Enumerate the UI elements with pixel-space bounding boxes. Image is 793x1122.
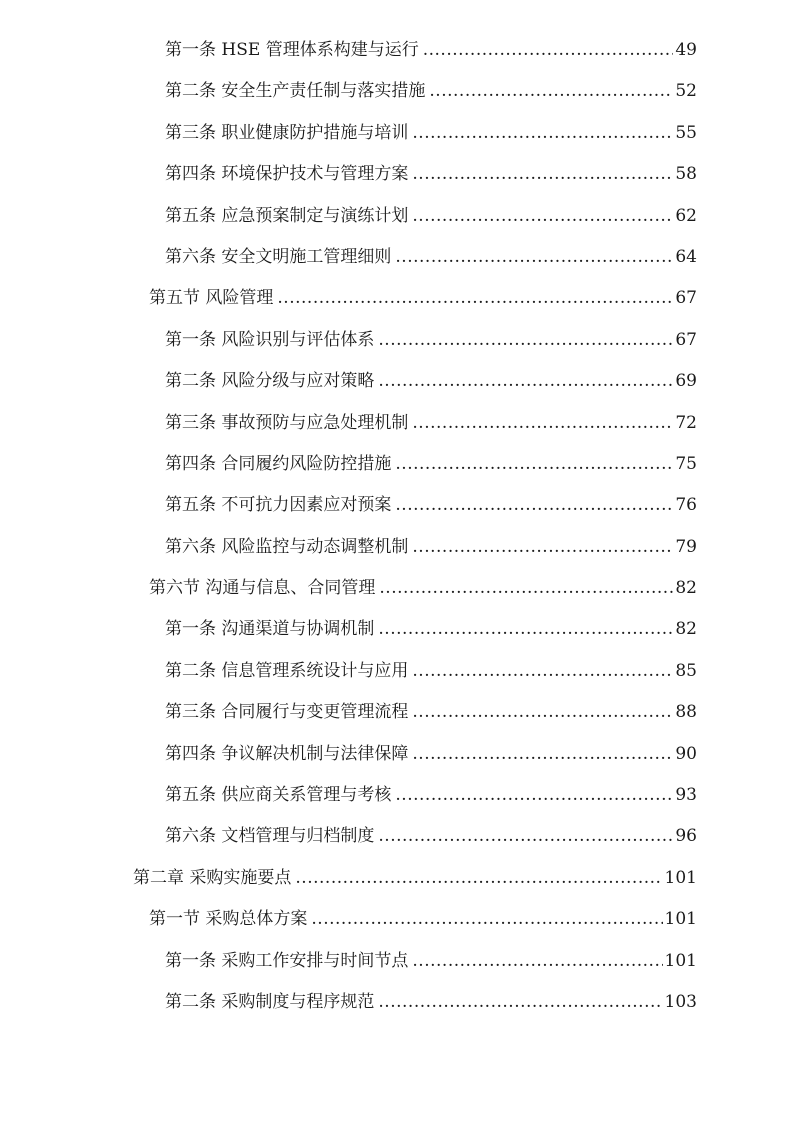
toc-dot-leader <box>412 692 673 733</box>
toc-entry-title: 第五条 不可抗力因素应对预案 <box>165 495 392 516</box>
toc-dot-leader <box>311 899 662 940</box>
toc-entry-page-number: 62 <box>675 205 697 226</box>
toc-dot-leader <box>423 30 674 71</box>
toc-dot-leader <box>412 196 673 237</box>
toc-entry-title: 第四条 争议解决机制与法律保障 <box>165 743 409 764</box>
toc-entry-title: 第一条 风险识别与评估体系 <box>165 329 375 350</box>
toc-dot-leader <box>379 568 673 609</box>
toc-entry-page-number: 85 <box>675 660 697 681</box>
toc-entry-title: 第五节 风险管理 <box>149 288 274 309</box>
toc-entry[interactable] <box>0 113 793 154</box>
toc-entry[interactable] <box>0 30 793 71</box>
toc-entry-page-number: 96 <box>675 826 697 847</box>
toc-entry[interactable] <box>0 609 793 650</box>
toc-dot-leader <box>412 527 673 568</box>
toc-entry-title: 第六条 安全文明施工管理细则 <box>165 246 392 267</box>
toc-entry[interactable] <box>0 71 793 112</box>
toc-dot-leader <box>412 113 673 154</box>
toc-entry[interactable] <box>0 237 793 278</box>
toc-entry-title: 第一条 采购工作安排与时间节点 <box>165 950 409 971</box>
toc-entry-page-number: 55 <box>675 122 697 143</box>
toc-dot-leader <box>395 485 673 526</box>
toc-entry-page-number: 76 <box>675 495 697 516</box>
toc-entry[interactable] <box>0 485 793 526</box>
toc-dot-leader <box>395 444 673 485</box>
toc-entry-title: 第五条 应急预案制定与演练计划 <box>165 205 409 226</box>
toc-dot-leader <box>412 941 662 982</box>
toc-dot-leader <box>378 361 673 402</box>
toc-entry-title: 第二条 采购制度与程序规范 <box>165 991 375 1012</box>
toc-entry-title: 第三条 事故预防与应急处理机制 <box>165 412 409 433</box>
toc-dot-leader <box>378 320 673 361</box>
toc-dot-leader <box>295 858 662 899</box>
toc-entry-page-number: 72 <box>675 412 697 433</box>
toc-dot-leader <box>429 71 673 112</box>
toc-entry-page-number: 88 <box>675 702 697 723</box>
toc-entry-page-number: 67 <box>675 329 697 350</box>
toc-dot-leader <box>412 651 673 692</box>
toc-entry[interactable] <box>0 858 793 899</box>
toc-entry[interactable] <box>0 734 793 775</box>
toc-entry-title: 第一节 采购总体方案 <box>149 909 308 930</box>
toc-entry-title: 第二条 信息管理系统设计与应用 <box>165 660 409 681</box>
toc-entry-page-number: 82 <box>675 619 697 640</box>
toc-entry-page-number: 79 <box>675 536 697 557</box>
toc-entry[interactable] <box>0 692 793 733</box>
toc-entry[interactable] <box>0 320 793 361</box>
toc-entry-title: 第六条 风险监控与动态调整机制 <box>165 536 409 557</box>
toc-entry-title: 第三条 合同履行与变更管理流程 <box>165 702 409 723</box>
toc-entry-title: 第五条 供应商关系管理与考核 <box>165 785 392 806</box>
toc-entry-title: 第二条 安全生产责任制与落实措施 <box>165 81 426 102</box>
toc-entry-title: 第三条 职业健康防护措施与培训 <box>165 122 409 143</box>
toc-entry[interactable] <box>0 982 793 1023</box>
toc-entry[interactable] <box>0 775 793 816</box>
toc-entry[interactable] <box>0 196 793 237</box>
toc-entry-title: 第二章 采购实施要点 <box>133 867 292 888</box>
toc-entry-page-number: 75 <box>675 453 697 474</box>
toc-entry-page-number: 90 <box>675 743 697 764</box>
toc-entry[interactable] <box>0 361 793 402</box>
toc-entry-title: 第四条 环境保护技术与管理方案 <box>165 164 409 185</box>
toc-entry-page-number: 101 <box>664 909 697 930</box>
toc-entry-title: 第一条 HSE 管理体系构建与运行 <box>165 40 419 60</box>
toc-entry-page-number: 64 <box>675 246 697 267</box>
toc-entry[interactable] <box>0 403 793 444</box>
toc-entry-title: 第四条 合同履约风险防控措施 <box>165 453 392 474</box>
toc-entry-title: 第二条 风险分级与应对策略 <box>165 371 375 392</box>
toc-entry[interactable] <box>0 941 793 982</box>
table-of-contents <box>0 30 793 1023</box>
toc-entry-page-number: 52 <box>675 81 697 102</box>
toc-entry[interactable] <box>0 899 793 940</box>
toc-entry-title: 第六条 文档管理与归档制度 <box>165 826 375 847</box>
toc-dot-leader <box>378 609 673 650</box>
toc-entry[interactable] <box>0 568 793 609</box>
toc-entry-page-number: 101 <box>664 950 697 971</box>
toc-entry-page-number: 58 <box>675 164 697 185</box>
toc-entry[interactable] <box>0 816 793 857</box>
toc-entry-page-number: 103 <box>664 991 697 1012</box>
toc-entry-page-number: 67 <box>675 288 697 309</box>
toc-entry-page-number: 49 <box>675 40 697 60</box>
toc-entry-page-number: 101 <box>664 867 697 888</box>
toc-dot-leader <box>395 775 673 816</box>
toc-entry[interactable] <box>0 154 793 195</box>
toc-dot-leader <box>378 982 662 1023</box>
toc-entry[interactable] <box>0 527 793 568</box>
toc-entry-page-number: 93 <box>675 785 697 806</box>
toc-dot-leader <box>277 278 673 319</box>
toc-dot-leader <box>412 403 673 444</box>
toc-dot-leader <box>378 816 673 857</box>
toc-dot-leader <box>412 154 673 195</box>
toc-entry-title: 第六节 沟通与信息、合同管理 <box>149 578 376 599</box>
toc-entry[interactable] <box>0 651 793 692</box>
toc-entry-page-number: 69 <box>675 371 697 392</box>
toc-entry[interactable] <box>0 278 793 319</box>
toc-dot-leader <box>412 734 673 775</box>
toc-entry-title: 第一条 沟通渠道与协调机制 <box>165 619 375 640</box>
toc-entry-page-number: 82 <box>675 578 697 599</box>
toc-entry[interactable] <box>0 444 793 485</box>
toc-dot-leader <box>395 237 673 278</box>
